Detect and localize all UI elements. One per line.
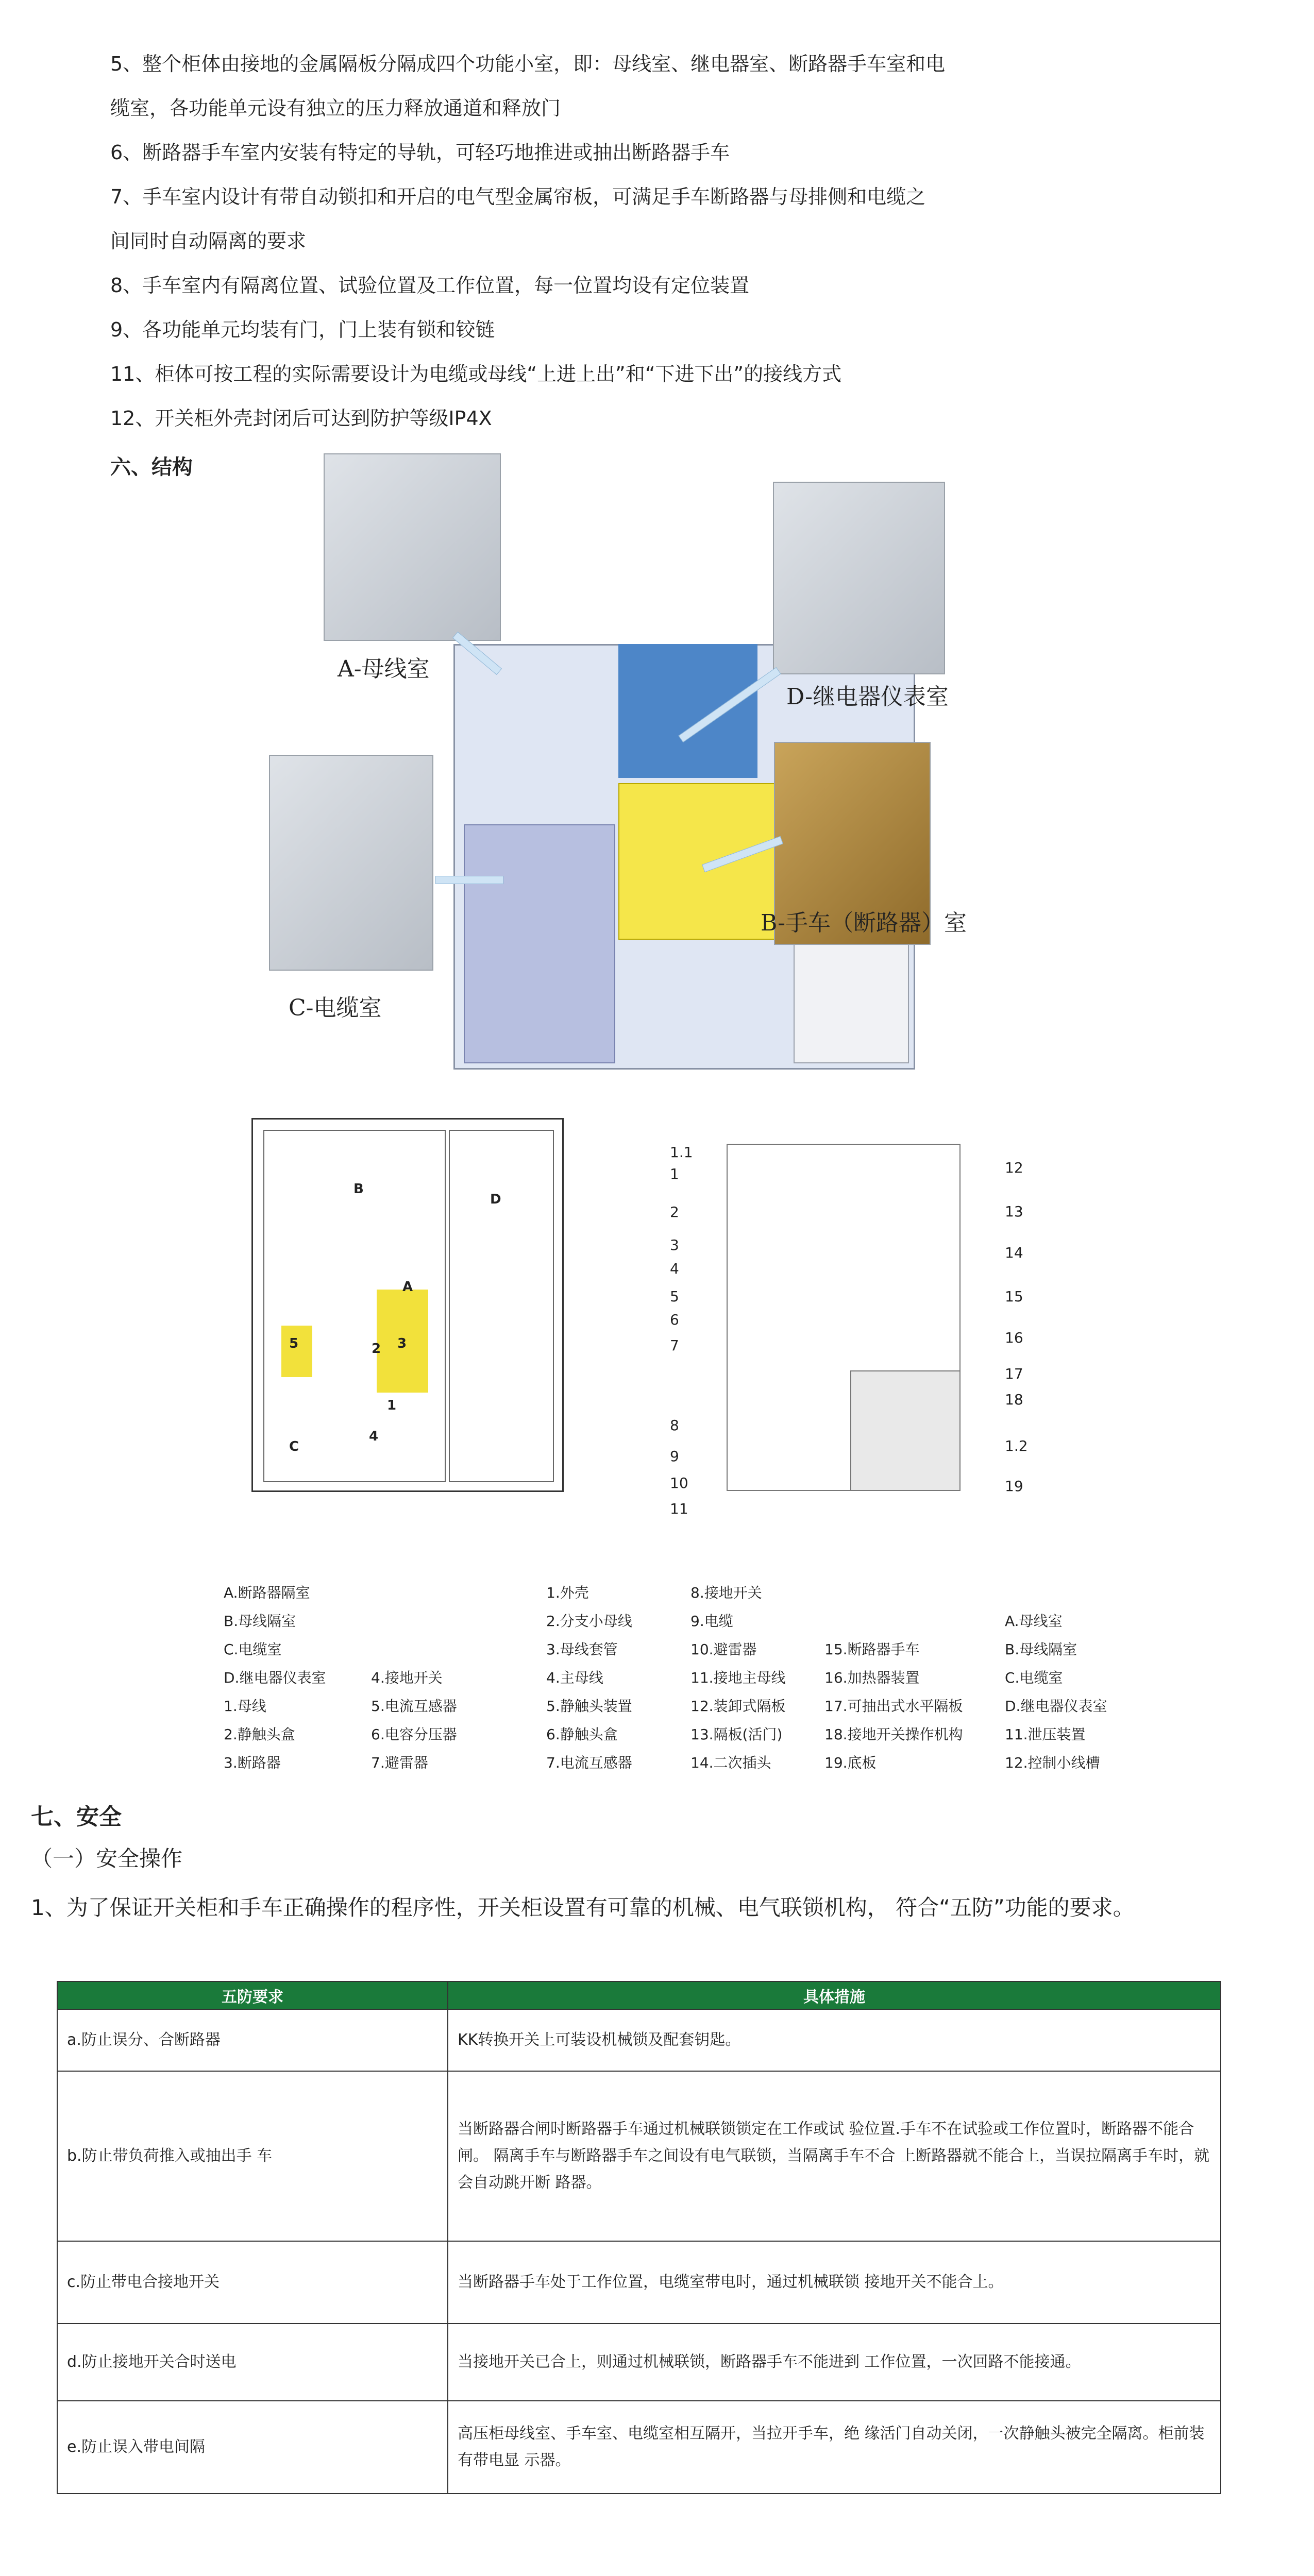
legend-6: 6.电容分压器 xyxy=(371,1726,457,1743)
legend3-14: 14.二次插头 xyxy=(690,1754,771,1771)
requirement-cell: b.防止带负荷推入或抽出手 车 xyxy=(57,2071,448,2241)
five-prevention-table xyxy=(57,1981,1221,2494)
measure-cell: 当断路器合闸时断路器手车通过机械联锁锁定在工作或试 验位置.手车不在试验或工作位置时，断路器不能合闸。 隔离手车与断路器手车之间设有电气联锁，当隔离手车不合 上断路器就不能合上，当误拉隔离手车时，就会自动跳开断 路器。 xyxy=(448,2071,1221,2241)
callout-6: 6 xyxy=(670,1311,679,1328)
feature-7a: 7、手车室内设计有带自动锁扣和开启的电气型金属帘板，可满足手车断路器与母排侧和电缆之 xyxy=(110,185,926,208)
callout-5: 5 xyxy=(670,1288,679,1305)
left-diagram-num-1: 1 xyxy=(387,1398,397,1413)
legend-4: 4.接地开关 xyxy=(371,1669,443,1686)
callout-8: 8 xyxy=(670,1417,679,1434)
legend-d: D.继电器仪表室 xyxy=(224,1669,326,1686)
arrow-cable xyxy=(435,876,503,884)
legend2-3: 3.母线套管 xyxy=(546,1641,618,1658)
legend4-16: 16.加热器装置 xyxy=(824,1669,920,1686)
section-diagram-left xyxy=(251,1118,564,1492)
legend2-6: 6.静触头盒 xyxy=(546,1726,618,1743)
section-6-title: 六、结构 xyxy=(110,455,193,479)
left-diagram-back xyxy=(449,1130,554,1482)
header-measure: 具体措施 xyxy=(448,1981,1221,2009)
legend2-7: 7.电流互感器 xyxy=(546,1754,632,1771)
table-header-row xyxy=(57,1981,1221,2009)
legend-2: 2.静触头盒 xyxy=(224,1726,295,1743)
requirement-cell: e.防止误入带电间隔 xyxy=(57,2401,448,2494)
callout-9: 9 xyxy=(670,1448,679,1465)
sub-safe-operation: （一）安全操作 xyxy=(31,1846,183,1871)
legend3-13: 13.隔板(活门) xyxy=(690,1726,783,1743)
legend3-12: 12.装卸式隔板 xyxy=(690,1698,786,1715)
requirement-cell: c.防止带电合接地开关 xyxy=(57,2241,448,2324)
measure-cell: 当断路器手车处于工作位置，电缆室带电时，通过机械联锁 接地开关不能合上。 xyxy=(448,2241,1221,2324)
left-diagram-num-3: 3 xyxy=(397,1336,407,1351)
left-diagram-num-4: 4 xyxy=(369,1429,379,1444)
legend2-2: 2.分支小母线 xyxy=(546,1613,632,1630)
table-row xyxy=(57,2009,1221,2071)
label-cable-room: C-电缆室 xyxy=(289,995,382,1021)
legend2-1: 1.外壳 xyxy=(546,1584,589,1601)
relay-room-photo xyxy=(773,482,945,674)
legend5-d: D.继电器仪表室 xyxy=(1005,1698,1107,1715)
feature-5b: 缆室，各功能单元设有独立的压力释放通道和释放门 xyxy=(110,97,561,120)
label-busbar-room: A-母线室 xyxy=(338,656,430,682)
callout-1-1: 1.1 xyxy=(670,1144,693,1161)
left-diagram-letter-d: D xyxy=(490,1192,501,1207)
legend3-9: 9.电缆 xyxy=(690,1613,733,1630)
legend-5: 5.电流互感器 xyxy=(371,1698,457,1715)
measure-cell: 当接地开关已合上，则通过机械联锁，断路器手车不能进到 工作位置，一次回路不能接通。 xyxy=(448,2324,1221,2401)
legend-b: B.母线隔室 xyxy=(224,1613,296,1630)
legend4-19: 19.底板 xyxy=(824,1754,877,1771)
left-diagram-num-5: 5 xyxy=(289,1336,299,1351)
legend2-5: 5.静触头装置 xyxy=(546,1698,632,1715)
table-row xyxy=(57,2401,1221,2494)
callout-19: 19 xyxy=(1005,1478,1023,1495)
left-diagram-letter-a: A xyxy=(402,1279,413,1295)
requirement-cell: d.防止接地开关合时送电 xyxy=(57,2324,448,2401)
table-row xyxy=(57,2324,1221,2401)
table-row xyxy=(57,2241,1221,2324)
feature-6: 6、断路器手车室内安装有特定的导轨，可轻巧地推进或抽出断路器手车 xyxy=(110,141,730,164)
feature-5a: 5、整个柜体由接地的金属隔板分隔成四个功能小室，即：母线室、继电器室、断路器手车室和电 xyxy=(110,53,946,75)
cabinet-relay-compartment xyxy=(618,644,757,778)
feature-11: 11、柜体可按工程的实际需要设计为电缆或母线“上进上出”和“下进下出”的接线方式 xyxy=(110,363,842,385)
legend4-15: 15.断路器手车 xyxy=(824,1641,920,1658)
callout-16: 16 xyxy=(1005,1329,1023,1346)
legend5-b: B.母线隔室 xyxy=(1005,1641,1077,1658)
callout-11: 11 xyxy=(670,1500,688,1517)
legend-1: 1.母线 xyxy=(224,1698,266,1715)
section-7-title: 七、安全 xyxy=(31,1804,122,1830)
cable-room-photo xyxy=(269,755,433,971)
legend3-10: 10.避雷器 xyxy=(690,1641,757,1658)
busbar-room-photo xyxy=(324,453,501,641)
callout-15: 15 xyxy=(1005,1288,1023,1305)
callout-7: 7 xyxy=(670,1337,679,1354)
header-requirement: 五防要求 xyxy=(57,1981,448,2009)
callout-1: 1 xyxy=(670,1165,679,1182)
feature-7b: 间同时自动隔离的要求 xyxy=(110,230,307,252)
callout-13: 13 xyxy=(1005,1203,1023,1220)
callout-4: 4 xyxy=(670,1260,679,1277)
legend4-18: 18.接地开关操作机构 xyxy=(824,1726,963,1743)
requirement-cell: a.防止误分、合断路器 xyxy=(57,2009,448,2071)
callout-2: 2 xyxy=(670,1204,679,1221)
cabinet-cable-compartment xyxy=(464,824,615,1063)
legend5-12: 12.控制小线槽 xyxy=(1005,1754,1100,1771)
legend-c: C.电缆室 xyxy=(224,1641,282,1658)
legend-a: A.断路器隔室 xyxy=(224,1584,310,1601)
left-diagram-letter-b: B xyxy=(353,1181,364,1197)
legend5-a: A.母线室 xyxy=(1005,1613,1063,1630)
legend-7: 7.避雷器 xyxy=(371,1754,428,1771)
callout-12: 12 xyxy=(1005,1159,1023,1176)
callout-3: 3 xyxy=(670,1236,679,1253)
safety-paragraph-1: 1、为了保证开关柜和手车正确操作的程序性，开关柜设置有可靠的机械、电气联锁机构， 符合“五防”功能的要求。 xyxy=(31,1895,1135,1920)
section-diagram-right xyxy=(680,1144,1005,1494)
feature-8: 8、手车室内有隔离位置、试验位置及工作位置，每一位置均设有定位装置 xyxy=(110,274,750,297)
feature-12: 12、开关柜外壳封闭后可达到防护等级IP4X xyxy=(110,407,492,430)
legend2-4: 4.主母线 xyxy=(546,1669,603,1686)
legend3-11: 11.接地主母线 xyxy=(690,1669,786,1686)
measure-cell: 高压柜母线室、手车室、电缆室相互隔开，当拉开手车，绝 缘活门自动关闭，一次静触头被完全隔离。柜前装有带电显 示器。 xyxy=(448,2401,1221,2494)
legend5-c: C.电缆室 xyxy=(1005,1669,1063,1686)
label-relay-room: D-继电器仪表室 xyxy=(786,684,949,710)
callout-10: 10 xyxy=(670,1475,688,1492)
right-diagram-cable-panel xyxy=(850,1370,961,1491)
callout-1-2: 1.2 xyxy=(1005,1437,1028,1454)
legend3-8: 8.接地开关 xyxy=(690,1584,762,1601)
callout-14: 14 xyxy=(1005,1244,1023,1261)
table-row xyxy=(57,2071,1221,2241)
label-breaker-room: B-手车（断路器）室 xyxy=(761,910,967,936)
legend-3: 3.断路器 xyxy=(224,1754,281,1771)
left-diagram-num-2: 2 xyxy=(372,1341,381,1357)
left-diagram-letter-c: C xyxy=(289,1439,299,1454)
callout-18: 18 xyxy=(1005,1391,1023,1408)
measure-cell: KK转换开关上可装设机械锁及配套钥匙。 xyxy=(448,2009,1221,2071)
left-diagram-yellow-block xyxy=(281,1326,312,1377)
feature-9: 9、各功能单元均装有门，门上装有锁和铰链 xyxy=(110,318,495,341)
legend4-17: 17.可抽出式水平隔板 xyxy=(824,1698,963,1715)
callout-17: 17 xyxy=(1005,1365,1023,1382)
legend5-11: 11.泄压装置 xyxy=(1005,1726,1086,1743)
